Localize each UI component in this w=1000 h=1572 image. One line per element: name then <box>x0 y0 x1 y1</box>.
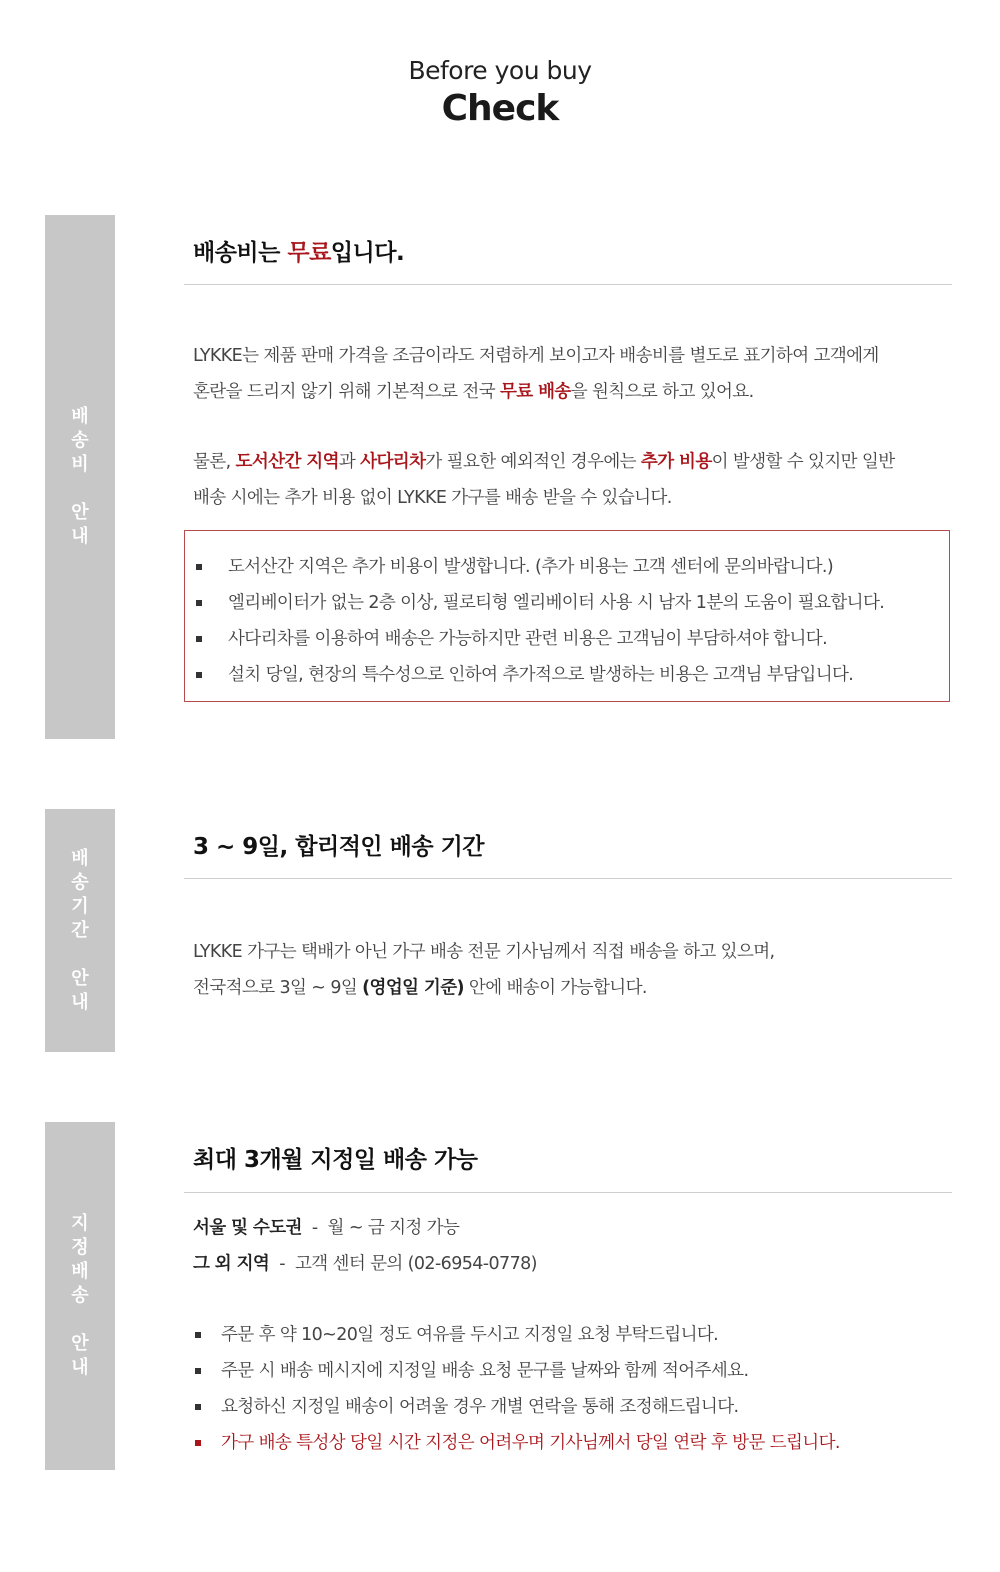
side-label-text: 배 송 비 안 내 <box>71 406 89 547</box>
divider <box>184 284 952 285</box>
title-highlight: 무료 <box>287 240 331 266</box>
header-title: Check <box>441 88 559 129</box>
list-item <box>196 585 884 621</box>
shipping-fee-paragraph-1 <box>193 338 953 410</box>
side-label-scheduled-delivery <box>45 1122 115 1470</box>
scheduled-delivery-title: 최대 3개월 지정일 배송 가능 <box>193 1147 478 1173</box>
list-item <box>195 1317 840 1353</box>
side-label-text: 배 송 기 간 안 내 <box>71 847 89 1013</box>
list-item <box>195 1353 840 1389</box>
list-item-text: 요청하신 지정일 배송이 어려울 경우 개별 연락을 통해 조정해드립니다. <box>221 1397 739 1417</box>
text: 혼란을 드리지 않기 위해 기본적으로 전국 <box>193 382 500 402</box>
title-text: 배송비는 <box>193 240 288 266</box>
bullet-square-icon <box>195 1332 201 1338</box>
paragraph-line <box>193 374 953 410</box>
divider <box>184 878 952 879</box>
header-subtitle: Before you buy <box>408 56 592 85</box>
delivery-period-title: 3 ~ 9일, 합리적인 배송 기간 <box>193 834 485 860</box>
list-item-text: 설치 당일, 현장의 특수성으로 인하여 추가적으로 발생하는 비용은 고객님 부담입니다. <box>228 665 854 685</box>
side-label-text: 지 정 배 송 안 내 <box>71 1213 89 1378</box>
list-item-text: 도서산간 지역은 추가 비용이 발생합니다. (추가 비용는 고객 센터에 문의바랍니다.) <box>228 557 834 577</box>
highlight-remote-area: 도서산간 지역 <box>235 452 339 472</box>
separator-dash: - <box>311 1218 318 1238</box>
scheduled-notes-list <box>195 1317 840 1461</box>
paragraph-line: LYKKE 가구는 택배가 아닌 가구 배송 전문 기사님께서 직접 배송을 하고 있으며, <box>193 942 775 962</box>
title-text-end: 입니다. <box>330 240 405 266</box>
bullet-square-icon <box>195 1404 201 1410</box>
highlight-extra-cost: 추가 비용 <box>640 452 712 472</box>
bullet-square-icon <box>195 1368 201 1374</box>
list-item <box>196 549 884 585</box>
region-value: 고객 센터 문의 (02-6954-0778) <box>294 1254 537 1274</box>
shipping-fee-paragraph-2 <box>193 444 953 516</box>
text: 물론, <box>193 452 236 472</box>
region-value: 월 ~ 금 지정 가능 <box>327 1218 460 1238</box>
list-item <box>196 657 884 693</box>
list-item-warning <box>195 1425 840 1461</box>
scheduled-regions <box>193 1210 953 1282</box>
text: 과 <box>338 452 361 472</box>
delivery-period-paragraph <box>193 934 953 1006</box>
text: 가 필요한 예외적인 경우에는 <box>425 452 641 472</box>
region-row-other <box>193 1246 953 1282</box>
divider <box>184 1192 952 1193</box>
bullet-square-icon <box>195 1440 201 1446</box>
list-item-text: 사다리차를 이용하여 배송은 가능하지만 관련 비용은 고객님이 부담하셔야 합니다. <box>228 629 828 649</box>
text: 이 발생할 수 있지만 일반 <box>711 452 895 472</box>
bullet-square-icon <box>196 600 202 606</box>
paragraph-line: LYKKE는 제품 판매 가격을 조금이라도 저렴하게 보이고자 배송비를 별도로 표기하여 고객에게 <box>193 346 879 366</box>
list-item-text: 엘리베이터가 없는 2층 이상, 필로티형 엘리베이터 사용 시 남자 1분의 도움이 필요합니다. <box>228 593 885 613</box>
list-item-text: 주문 후 약 10~20일 정도 여유를 두시고 지정일 요청 부탁드립니다. <box>221 1325 719 1345</box>
highlight-ladder-truck: 사다리차 <box>360 452 426 472</box>
text: 전국적으로 3일 ~ 9일 <box>193 978 363 998</box>
paragraph-line <box>193 970 953 1006</box>
bullet-square-icon <box>196 636 202 642</box>
bullet-square-icon <box>196 564 202 570</box>
region-row-capital <box>193 1210 953 1246</box>
side-label-delivery-period <box>45 809 115 1052</box>
shipping-fee-title <box>193 234 404 267</box>
text: 안에 배송이 가능합니다. <box>463 978 647 998</box>
paragraph-line <box>193 444 953 480</box>
bullet-square-icon <box>196 672 202 678</box>
shipping-notes-list <box>196 549 884 693</box>
list-item <box>196 621 884 657</box>
paragraph-line: 배송 시에는 추가 비용 없이 LYKKE 가구를 배송 받을 수 있습니다. <box>193 488 672 508</box>
highlight-free-shipping: 무료 배송 <box>499 382 571 402</box>
page-header <box>0 55 1000 131</box>
separator-dash: - <box>279 1254 285 1274</box>
list-item-text: 가구 배송 특성상 당일 시간 지정은 어려우며 기사님께서 당일 연락 후 방문 드립니다. <box>221 1433 840 1453</box>
region-label: 서울 및 수도권 <box>193 1218 302 1238</box>
region-label: 그 외 지역 <box>193 1254 270 1274</box>
text: 을 원칙으로 하고 있어요. <box>570 382 754 402</box>
side-label-shipping-fee <box>45 215 115 739</box>
list-item-text: 주문 시 배송 메시지에 지정일 배송 요청 문구를 날짜와 함께 적어주세요. <box>221 1361 749 1381</box>
highlight-business-days: (영업일 기준) <box>362 978 464 998</box>
list-item <box>195 1389 840 1425</box>
